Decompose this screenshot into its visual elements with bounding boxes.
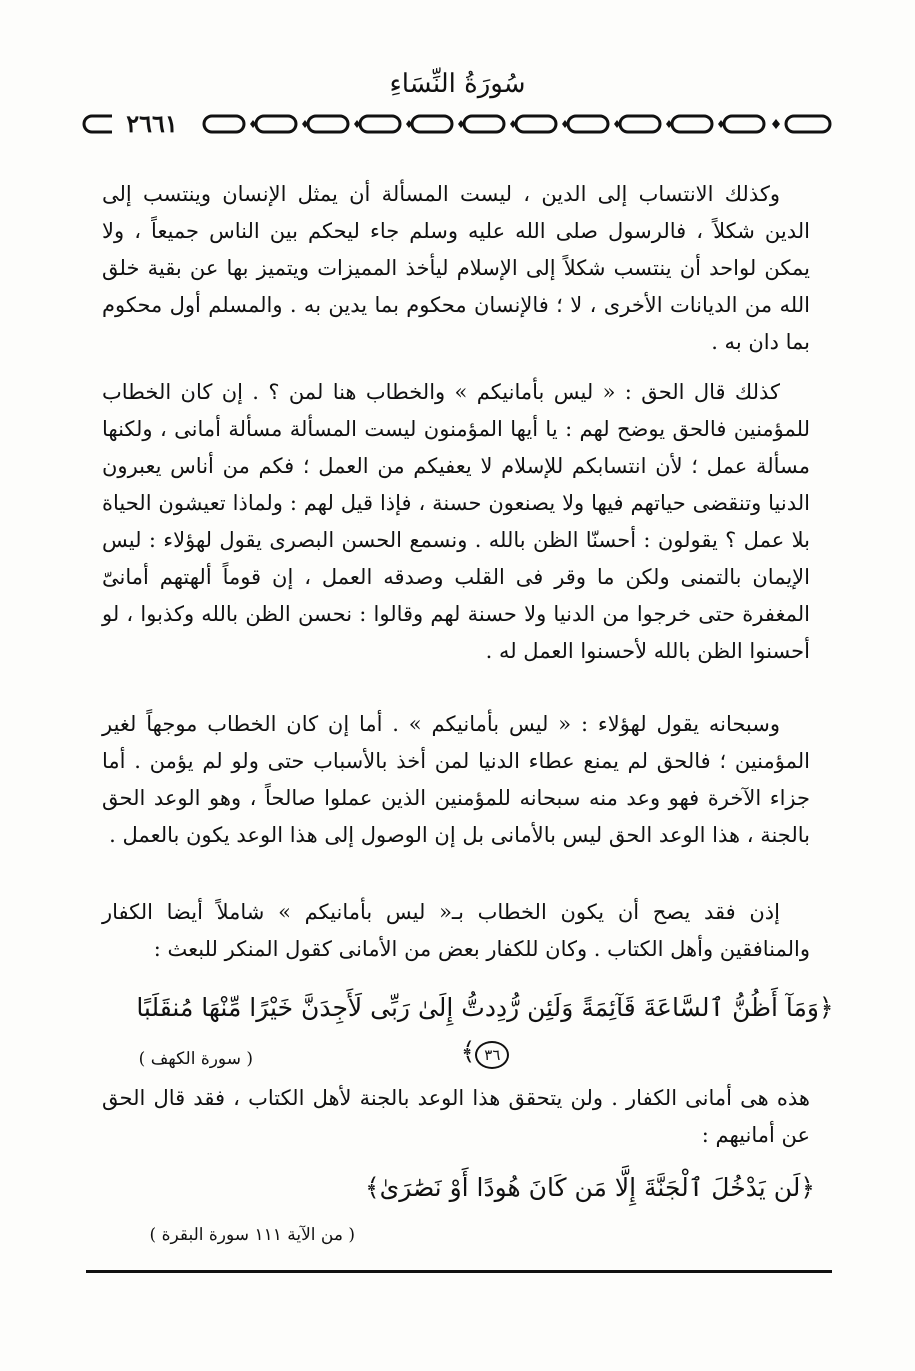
verse-2-open-ornament: ﴿ [800,1173,816,1202]
header-ornament-band [80,104,840,144]
page-number: ٢٦٦١ [112,104,192,144]
paragraph-2: كذلك قال الحق : « ليس بأمانيكم » والخطاب هنا لمن ؟ . إن كان الخطاب للمؤمنين فالحق يوضح لهم : يا أيها المؤمنون ليست المسألة مسألة أمانى ، ولكنها مسألة عمل ؛ لأن انتسابكم للإسلام لا يعفيكم من العمل ؛ فكم من أناس يعبرون الدنيا وتنقضى حياتهم فيها ولا يصنعون حسنة ، فإذا قيل لهم : ولماذا تعيشون الحياة بلا عمل ؟ يقولون : أحسنّا الظن بالله . ونسمع الحسن البصرى يقول لهؤلاء : ليس الإيمان بالتمنى ولكن ما وقر فى القلب وصدقه العمل ، إن قوماً ألهتهم أمانىّ المغفرة حتى خرجوا من الدنيا ولا حسنة لهم وقالوا : نحسن الظن بالله وكذبوا ، لو أحسنوا الظن بالله لأحسنوا العمل له . [102,380,810,663]
body-block-1 [102,176,810,361]
body-block-3 [102,706,810,854]
quran-verse-2 [340,1166,840,1210]
body-block-5 [102,1080,810,1154]
body-block-2 [102,374,810,670]
paragraph-3: وسبحانه يقول لهؤلاء : « ليس بأمانيكم » . أما إن كان الخطاب موجهاً لغير المؤمنين ؛ فالحق لم يمنع عطاء الدنيا لمن أخذ بالأسباب حتى ولو لم يؤمن . أما جزاء الآخرة فهو وعد منه سبحانه للمؤمنين الذين عملوا صالحاً ، وهو الوعد الحق بالجنة ، هذا الوعد الحق ليس بالأمانى بل إن الوصول إلى هذا الوعد يكون بالعمل . [102,712,810,847]
paragraph-5: هذه هى أمانى الكفار . ولن يتحقق هذا الوعد بالجنة لأهل الكتاب ، فقد قال الحق عن أمانيهم : [102,1086,810,1147]
verse-1-reference: ( سورة الكهف ) [138,1049,253,1069]
verse-2-text: لَن يَدْخُلَ ٱلْجَنَّةَ إِلَّا مَن كَانَ هُودًا أَوْ نَصَٰرَىٰ [379,1173,801,1202]
footer-rule [86,1270,832,1273]
body-block-4 [102,894,810,968]
verse-close-ornament: ﴾ [460,1037,476,1066]
verse-open-ornament: ﴿ [819,993,834,1022]
surah-title: سُورَةُ النِّسَاءِ [389,69,526,99]
verse-1-text: وَمَآ أَظُنُّ ٱلسَّاعَةَ قَآئِمَةً وَلَئِن رُّدِدتُّ إِلَىٰ رَبِّى لَأَجِدَنَّ خَيْرًا مِّنْهَا مُنقَلَبًا [136,993,820,1022]
verse-2-reference: ( من الآية ١١١ سورة البقرة ) [149,1225,355,1245]
paragraph-4: إذن فقد يصح أن يكون الخطاب بـ« ليس بأمانيكم » شاملاً أيضا الكفار والمنافقين وأهل الكتاب . وكان للكفار بعض من الأمانى كقول المنكر للبعث : [102,900,810,961]
verse-2-close-ornament: ﴾ [364,1173,380,1202]
paragraph-1: وكذلك الانتساب إلى الدين ، ليست المسألة أن يمثل الإنسان وينتسب إلى الدين شكلاً ، فالرسول صلى الله عليه وسلم جاء ليحكم بين الناس جميعاً ، ولا يمكن لواحد أن ينتسب شكلاً إلى الإسلام ليأخذ المميزات ويتميز بها عن بقية خلق الله من الديانات الأخرى ، لا ؛ فالإنسان محكوم بما يدين به . والمسلم أول محكوم بما دان به . [102,182,810,354]
ayah-marker: ٣٦ [475,1041,509,1069]
